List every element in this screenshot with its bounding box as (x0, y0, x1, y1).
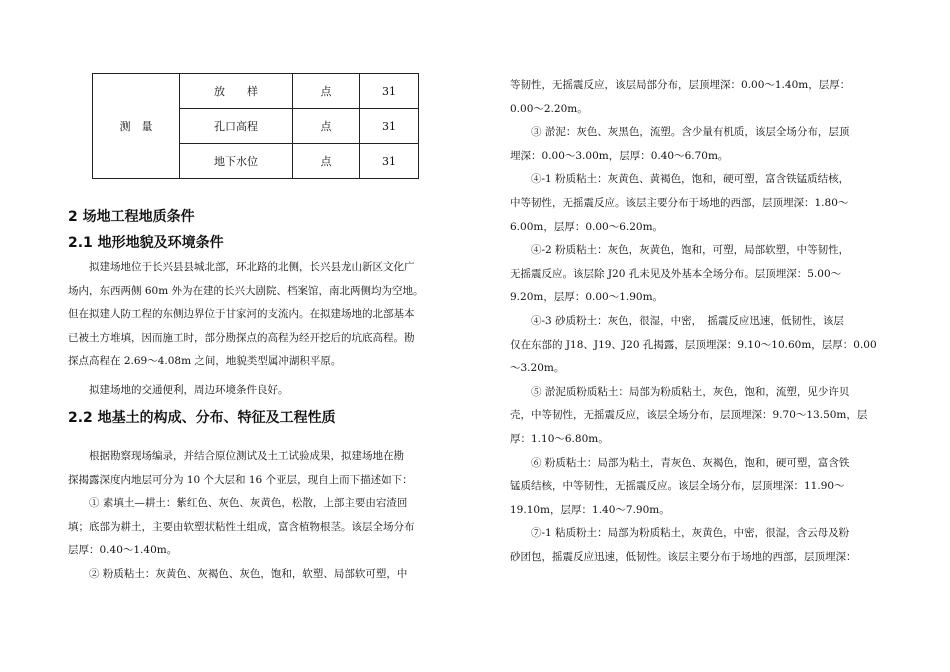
text-line: 19.10m，层厚：1.40～7.90m。 (510, 503, 670, 516)
heading-2-2: 2.2 地基土的构成、分布、特征及工程性质 (68, 410, 336, 426)
text-line: ① 素填土—耕土：紫红色、灰色、灰黄色，松散，上部主要由宕渣回 (68, 497, 408, 510)
right-column-text (510, 74, 890, 569)
heading-2-1: 2.1 地形地貌及环境条件 (68, 235, 224, 251)
text-line: 根据勘察现场编录，并结合原位测试及土工试验成果，拟建场地在勘 (68, 450, 404, 462)
text-line: ③ 淤泥：灰色、灰黑色，流塑。含少量有机质，该层全场分布，层顶 (510, 126, 850, 139)
text-line: 已被土方堆填，因而施工时，部分勘探点的高程为经开挖后的坑底高程。勘 (68, 331, 415, 344)
text-line: 拟建场地的交通便利，周边环境条件良好。 (68, 384, 289, 396)
text-line: ④-1 粉质粘土：灰黄色、黄褐色，饱和，硬可塑，富含铁锰质结核， (510, 173, 850, 186)
text-line: ⑥ 粉质粘土：局部为粘土，青灰色、灰褐色，饱和，硬可塑，富含铁 (510, 456, 850, 469)
table-cell-count: 31 (360, 74, 419, 109)
text-line: 填；底部为耕土，主要由软塑状粘性土组成，富含植物根茎。该层全场分布 (68, 520, 415, 533)
text-line: ⑤ 淤泥质粉质粘土：局部为粉质粘土，灰色，饱和，流塑，见少许贝 (510, 385, 850, 398)
text-line: 厚：1.10～6.80m。 (510, 432, 609, 445)
table-cell-count: 31 (360, 144, 419, 179)
table-cell-item: 地下水位 (180, 144, 293, 179)
survey-workload-table (92, 73, 419, 179)
text-line: ④-2 粉质粘土：灰色，灰黄色，饱和，可塑，局部软塑，中等韧性， (510, 244, 850, 257)
text-line: 6.00m，层厚：0.00～6.20m。 (510, 220, 664, 233)
text-line: 拟建场地位于长兴县县城北部，环北路的北侧，长兴县龙山新区文化广 (68, 261, 415, 273)
paragraph-site-location (68, 256, 440, 374)
text-line: 探揭露深度内地层可分为 10 个大层和 16 个亚层，现自上而下描述如下： (68, 473, 413, 486)
table-group-label: 测 量 (93, 74, 180, 179)
text-line: 探点高程在 2.69～4.08m 之间，地貌类型属冲湖积平原。 (68, 355, 342, 368)
text-line: 壳，中等韧性，无摇震反应，该层全场分布，层顶埋深：9.70～13.50m，层 (510, 409, 868, 422)
text-line: 砂团包，摇震反应迅速，低韧性。该层主要分布于场地的西部，层顶埋深： (510, 550, 857, 563)
text-line: 0.00～2.20m。 (510, 102, 588, 115)
text-line: ② 粉质粘土：灰黄色、灰褐色、灰色，饱和，软塑、局部软可塑，中 (68, 567, 408, 580)
table-cell-unit: 点 (293, 109, 360, 144)
text-line: 层厚：0.40～1.40m。 (68, 544, 178, 557)
heading-section-2: 2 场地工程地质条件 (68, 209, 195, 225)
table-cell-item: 孔口高程 (180, 109, 293, 144)
text-line: 埋深：0.00～3.00m，层厚：0.40～6.70m。 (510, 149, 729, 162)
text-line: 但在拟建人防工程的东侧边界位于甘家河的支流内。在拟建场地的北部基本 (68, 308, 415, 321)
table-cell-unit: 点 (293, 74, 360, 109)
text-line: 等韧性，无摇震反应，该层局部分布，层顶埋深：0.00～1.40m，层厚： (510, 79, 851, 91)
text-line: 场内，东西两侧 60m 外为在建的长兴大剧院、档案馆，南北两侧均为空地。 (68, 284, 424, 297)
text-line: 9.20m，层厚：0.00～1.90m。 (510, 291, 664, 304)
text-line: ⑦-1 粘质粉土：局部为粉质粘土，灰黄色，中密，很湿，含云母及粉 (510, 527, 850, 540)
text-line: 仅在东部的 J18、J19、J20 孔揭露，层顶埋深：9.10～10.60m，层厚：0.00 (510, 338, 877, 351)
paragraph-strata (68, 445, 440, 587)
paragraph-traffic (68, 379, 440, 403)
table-cell-item: 放 样 (180, 74, 293, 109)
table-cell-unit: 点 (293, 144, 360, 179)
text-line: 锰质结核，中等韧性，无摇震反应。该层全场分布，层顶埋深：11.90～ (510, 480, 845, 493)
text-line: ～3.20m。 (510, 362, 565, 375)
table-cell-count: 31 (360, 109, 419, 144)
text-line: 无摇震反应。该层除 J20 孔未见及外基本全场分布。层顶埋深：5.00～ (510, 267, 842, 280)
text-line: ④-3 砂质粉土：灰色，很湿，中密， 摇震反应迅速，低韧性，该层 (510, 314, 844, 327)
text-line: 中等韧性，无摇震反应。该层主要分布于场地的西部，层顶埋深：1.80～ (510, 196, 849, 209)
